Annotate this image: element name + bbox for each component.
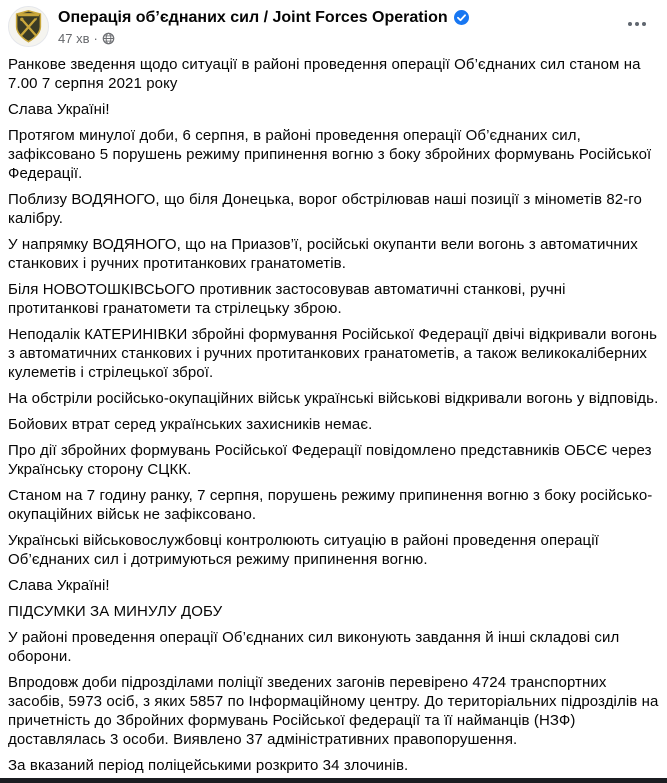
post-timestamp[interactable]: 47 хв (58, 31, 90, 46)
post-paragraph: Про дії збройних формувань Російської Федерації повідомлено представників ОБСЄ через Українську сторону СЦКК. (8, 442, 656, 478)
post-paragraph: Слава Україні! (8, 101, 110, 118)
post-paragraph: Ранкове зведення щодо ситуації в районі проведення операції Об’єднаних сил станом на 7.00 7 серпня 2021 року (8, 56, 645, 92)
post-paragraph: Бойових втрат серед українських захисників немає. (8, 416, 373, 433)
header-text (58, 6, 469, 47)
post-paragraph: Неподалік КАТЕРИНІВКИ збройні формування Російської Федерації двічі відкривали вогонь з автоматичних станкових і ручних протитанкових гранатометів, а також великокаліберних кулеметів і стрілецької зброї. (8, 326, 662, 381)
post-paragraph: Біля НОВОТОШКІВСЬОГО противник застосовував автоматичні станкові, ручні протитанкові гранатомети та стрілецьку зброю. (8, 281, 570, 317)
avatar[interactable] (8, 6, 49, 47)
timestamp-line (58, 30, 469, 47)
post-body (0, 49, 667, 775)
globe-public-icon (102, 32, 115, 45)
jfo-shield-emblem-icon (9, 7, 48, 46)
verified-badge-icon (454, 10, 469, 25)
post-paragraph: У напрямку ВОДЯНОГО, що на Приазов’ї, російські окупанти вели вогонь з автоматичних станкових і ручних протитанкових гранатометів. (8, 236, 643, 272)
attachment-image-top-edge[interactable] (0, 778, 667, 783)
post-paragraph: За вказаний період поліцейськими розкрито 34 злочинів. (8, 757, 409, 774)
post-paragraph: Українські військовослужбовці контролюють ситуацію в районі проведення операції Об’єднаних сил і дотримуються режиму припинення вогню. (8, 532, 604, 568)
post-paragraph: Станом на 7 годину ранку, 7 серпня, порушень режиму припинення вогню з боку російсько-окупаційних військ не зафіксовано. (8, 487, 653, 523)
post-paragraph: На обстріли російсько-окупаційних військ українські військові відкривали вогонь у відповідь. (8, 390, 659, 407)
post-paragraph: Слава Україні! (8, 577, 110, 594)
post-paragraph: ПІДСУМКИ ЗА МИНУЛУ ДОБУ (8, 603, 223, 620)
author-line (58, 7, 469, 28)
page-name-link[interactable]: Операція об’єднаних сил / Joint Forces Operation (58, 9, 448, 26)
dot-separator: · (93, 31, 98, 46)
more-options-icon (628, 22, 632, 26)
post-header (0, 0, 667, 49)
post-paragraph: Поблизу ВОДЯНОГО, що біля Донецька, ворог обстрілював наші позиції з мінометів 82-го калібру. (8, 191, 647, 227)
post-paragraph: Впродовж доби підрозділами поліції зведених загонів перевірено 4724 транспортних засобів, 5973 осіб, з яких 5857 по Інформаційному центру. До територіальних підрозділів на причетність до Збройних формувань Російської федерації та її найманців (НЗФ) доставлялась 3 особи. Виявлено 37 адміністративних правопорушення. (8, 674, 663, 748)
post-paragraph: У районі проведення операції Об’єднаних сил виконують завдання й інші складові сил оборони. (8, 629, 624, 665)
more-options-button[interactable] (621, 12, 653, 36)
post-paragraph: Протягом минулої доби, 6 серпня, в районі проведення операції Об’єднаних сил, зафіксовано 5 порушень режиму припинення вогню з боку збройних формувань Російської Федерації. (8, 127, 656, 182)
